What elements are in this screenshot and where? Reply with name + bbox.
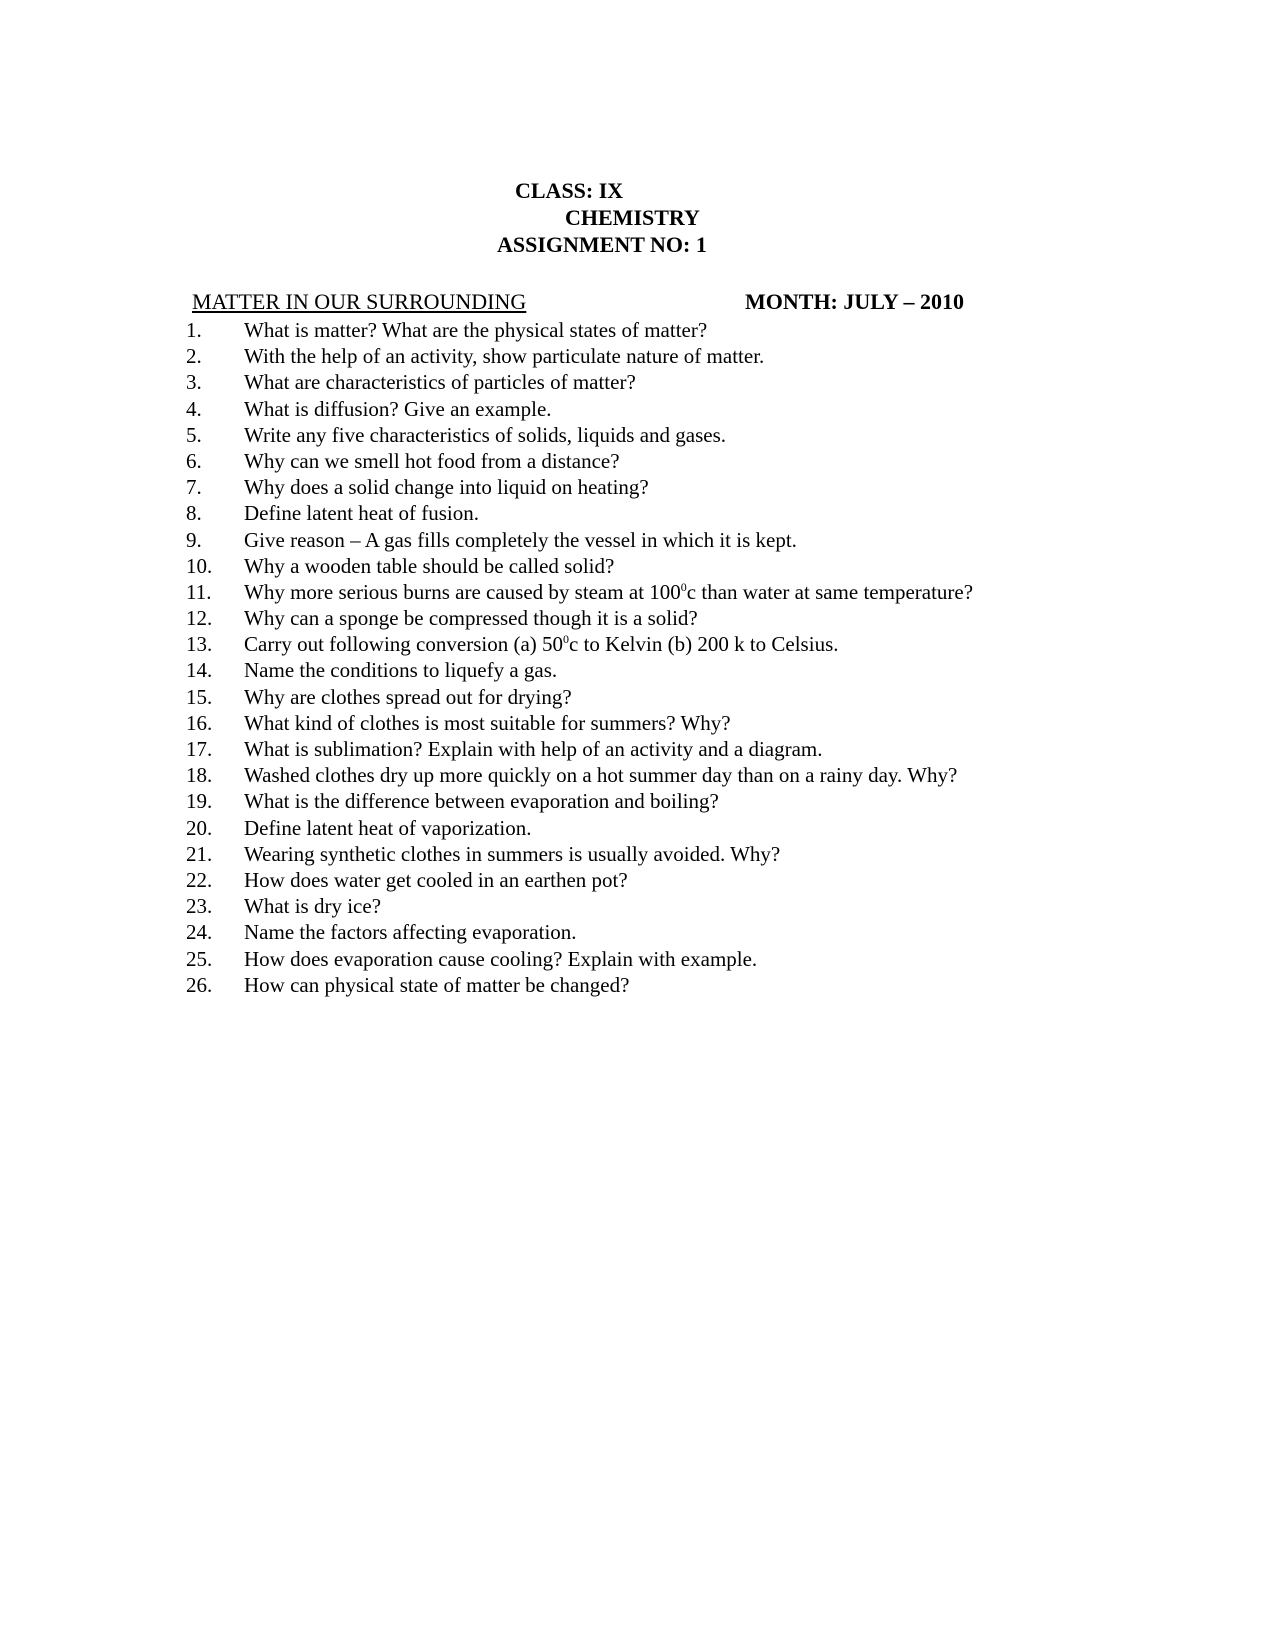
question-text: Give reason – A gas fills completely the vessel in which it is kept. — [244, 527, 797, 552]
question-item — [186, 448, 1246, 474]
question-text: Washed clothes dry up more quickly on a hot summer day than on a rainy day. Why? — [244, 763, 958, 788]
question-item — [186, 579, 1246, 605]
question-text: Define latent heat of vaporization. — [244, 815, 532, 840]
question-text-part: c to Kelvin (b) 200 k to Celsius. — [569, 632, 839, 657]
question-number: 8. — [186, 501, 202, 526]
question-item — [186, 474, 1246, 500]
question-text: Wearing synthetic clothes in summers is usually avoided. Why? — [244, 841, 781, 866]
question-number: 18. — [186, 763, 213, 788]
question-item — [186, 788, 1246, 814]
question-text: What is sublimation? Explain with help of an activity and a diagram. — [244, 737, 823, 761]
question-item — [186, 893, 1246, 919]
question-number: 20. — [186, 815, 213, 840]
question-number: 26. — [186, 972, 213, 997]
question-item — [186, 631, 1246, 657]
question-number: 10. — [186, 553, 213, 578]
degree-superscript: 0 — [563, 632, 570, 647]
question-item — [186, 736, 1246, 762]
question-number: 5. — [186, 422, 202, 447]
question-item — [186, 422, 1246, 448]
month-label: MONTH: JULY – 2010 — [745, 289, 964, 314]
question-number: 15. — [186, 684, 213, 709]
question-text: What is diffusion? Give an example. — [244, 396, 552, 421]
question-text: Why a wooden table should be called solid? — [244, 553, 615, 578]
question-text: What is dry ice? — [244, 894, 382, 919]
degree-superscript: 0 — [680, 579, 687, 594]
question-text-part: c than water at same temperature? — [686, 579, 974, 604]
question-number: 24. — [186, 920, 213, 945]
question-text: How does evaporation cause cooling? Explain with example. — [244, 946, 758, 971]
question-number: 23. — [186, 894, 213, 919]
subject-heading: CHEMISTRY — [565, 205, 700, 230]
question-text-part: Carry out following conversion (a) 50 — [244, 632, 564, 657]
question-number: 17. — [186, 737, 213, 761]
question-text: Why can we smell hot food from a distance? — [244, 448, 620, 473]
question-item — [186, 343, 1246, 369]
question-text: Define latent heat of fusion. — [244, 501, 479, 526]
question-item — [186, 369, 1246, 395]
class-heading: CLASS: IX — [515, 178, 624, 203]
question-number: 12. — [186, 606, 213, 631]
question-item — [186, 972, 1246, 998]
question-text: With the help of an activity, show particulate nature of matter. — [244, 344, 765, 369]
question-number: 25. — [186, 946, 213, 971]
question-number: 14. — [186, 658, 213, 683]
question-item — [186, 684, 1246, 710]
question-item — [186, 762, 1246, 788]
question-number: 2. — [186, 344, 202, 369]
question-item — [186, 919, 1246, 945]
question-item — [186, 317, 1246, 343]
question-item — [186, 841, 1246, 867]
question-text: What are characteristics of particles of matter? — [244, 370, 636, 395]
question-number: 19. — [186, 789, 213, 814]
question-number: 16. — [186, 710, 213, 735]
question-number: 13. — [186, 632, 213, 657]
question-text: Write any five characteristics of solids, liquids and gases. — [244, 422, 727, 447]
question-text: Why can a sponge be compressed though it is a solid? — [244, 606, 698, 631]
question-text: How can physical state of matter be changed? — [244, 972, 630, 997]
question-text: How does water get cooled in an earthen pot? — [244, 867, 628, 892]
question-text — [244, 631, 839, 657]
question-number: 11. — [186, 579, 212, 604]
question-number: 4. — [186, 396, 202, 421]
question-item — [186, 605, 1246, 631]
question-number: 6. — [186, 448, 202, 473]
question-number: 22. — [186, 867, 213, 892]
question-item — [186, 946, 1246, 972]
question-text: Name the conditions to liquefy a gas. — [244, 658, 558, 683]
topic-title: MATTER IN OUR SURROUNDING — [192, 289, 527, 314]
question-item — [186, 527, 1246, 553]
question-text: Name the factors affecting evaporation. — [244, 920, 577, 945]
question-item — [186, 867, 1246, 893]
question-item — [186, 710, 1246, 736]
question-number: 7. — [186, 475, 202, 500]
question-item — [186, 657, 1246, 683]
question-list — [186, 317, 1246, 998]
question-text: Why are clothes spread out for drying? — [244, 684, 572, 709]
question-text-part: Why more serious burns are caused by steam at 100 — [244, 579, 681, 604]
question-number: 3. — [186, 370, 202, 395]
question-number: 21. — [186, 841, 213, 866]
assignment-heading: ASSIGNMENT NO: 1 — [497, 232, 707, 257]
question-text — [244, 579, 973, 605]
question-number: 9. — [186, 527, 202, 552]
question-text: What is matter? What are the physical states of matter? — [244, 318, 708, 342]
question-item — [186, 815, 1246, 841]
question-item — [186, 500, 1246, 526]
question-item — [186, 553, 1246, 579]
question-number: 1. — [186, 318, 202, 342]
question-text: What is the difference between evaporation and boiling? — [244, 789, 719, 814]
question-text: What kind of clothes is most suitable for summers? Why? — [244, 710, 731, 735]
question-item — [186, 396, 1246, 422]
question-text: Why does a solid change into liquid on heating? — [244, 475, 649, 500]
